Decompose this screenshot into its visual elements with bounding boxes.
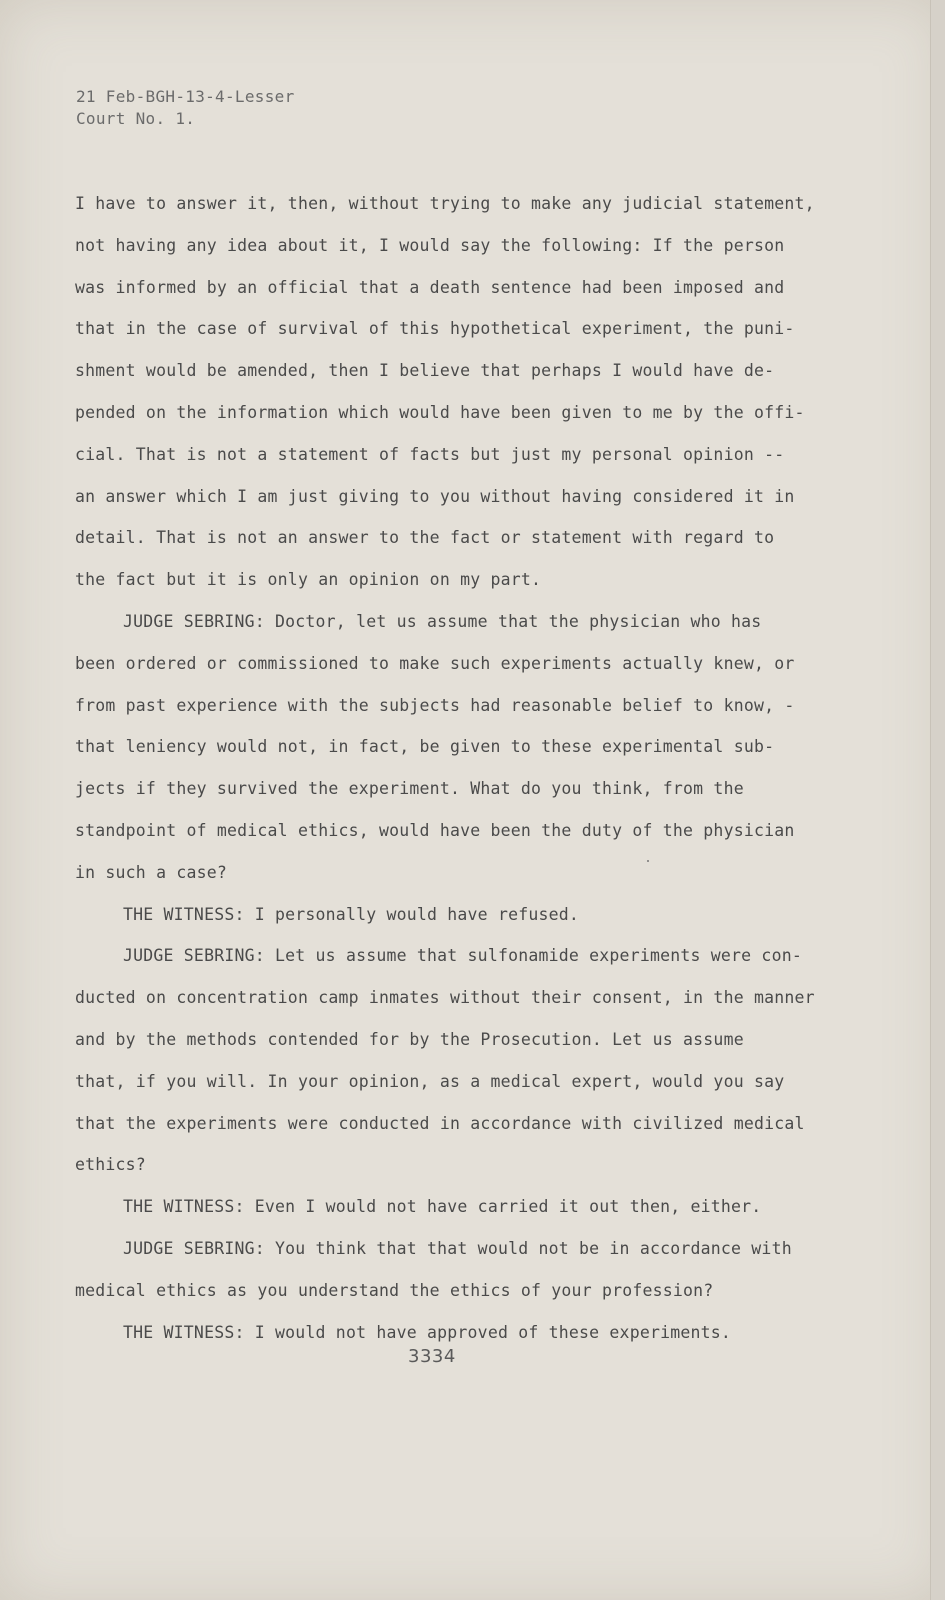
text-line: THE WITNESS: I would not have approved of these experiments. (123, 1322, 732, 1342)
paper-speck (647, 860, 649, 862)
text-line: JUDGE SEBRING: Doctor, let us assume that the physician who has (123, 611, 762, 631)
text-line: standpoint of medical ethics, would have been the duty of the physician (75, 820, 795, 840)
text-line: THE WITNESS: I personally would have refused. (123, 904, 580, 924)
text-line: jects if they survived the experiment. What do you think, from the (75, 779, 744, 799)
header-reference: 21 Feb-BGH-13-4-Lesser (76, 87, 295, 106)
document-header (76, 86, 295, 130)
header-court: Court No. 1. (76, 109, 196, 128)
text-line: cial. That is not a statement of facts but just my personal opinion -- (75, 444, 785, 464)
text-line: in such a case? (75, 862, 228, 882)
text-line: was informed by an official that a death sentence had been imposed and (75, 277, 785, 297)
text-line: been ordered or commissioned to make such experiments actually knew, or (75, 653, 795, 673)
text-line: detail. That is not an answer to the fact or statement with regard to (75, 528, 775, 548)
text-line: and by the methods contended for by the Prosecution. Let us assume (75, 1029, 744, 1049)
transcript-body (75, 183, 835, 1353)
page-edge (930, 0, 945, 1600)
text-line: I have to answer it, then, without trying to make any judicial statement, (75, 194, 815, 213)
text-line: from past experience with the subjects had reasonable belief to know, - (75, 695, 795, 715)
text-line: medical ethics as you understand the ethics of your profession? (75, 1280, 714, 1300)
page-number: 3334 (408, 1346, 456, 1367)
text-line: that the experiments were conducted in accordance with civilized medical (75, 1113, 805, 1133)
text-line: JUDGE SEBRING: You think that that would not be in accordance with (123, 1238, 792, 1258)
text-line: pended on the information which would have been given to me by the offi- (75, 402, 805, 422)
text-line: not having any idea about it, I would say the following: If the person (75, 235, 785, 255)
text-line: shment would be amended, then I believe that perhaps I would have de- (75, 361, 775, 381)
text-line: that, if you will. In your opinion, as a medical expert, would you say (75, 1071, 785, 1091)
text-line: that leniency would not, in fact, be given to these experimental sub- (75, 737, 775, 757)
text-line: that in the case of survival of this hypothetical experiment, the puni- (75, 319, 795, 339)
text-line: the fact but it is only an opinion on my part. (75, 570, 542, 590)
text-line: ducted on concentration camp inmates without their consent, in the manner (75, 988, 815, 1008)
text-line: ethics? (75, 1155, 146, 1175)
text-line: JUDGE SEBRING: Let us assume that sulfonamide experiments were con- (123, 946, 802, 966)
text-line: THE WITNESS: Even I would not have carried it out then, either. (123, 1197, 762, 1217)
text-line: an answer which I am just giving to you without having considered it in (75, 486, 795, 506)
